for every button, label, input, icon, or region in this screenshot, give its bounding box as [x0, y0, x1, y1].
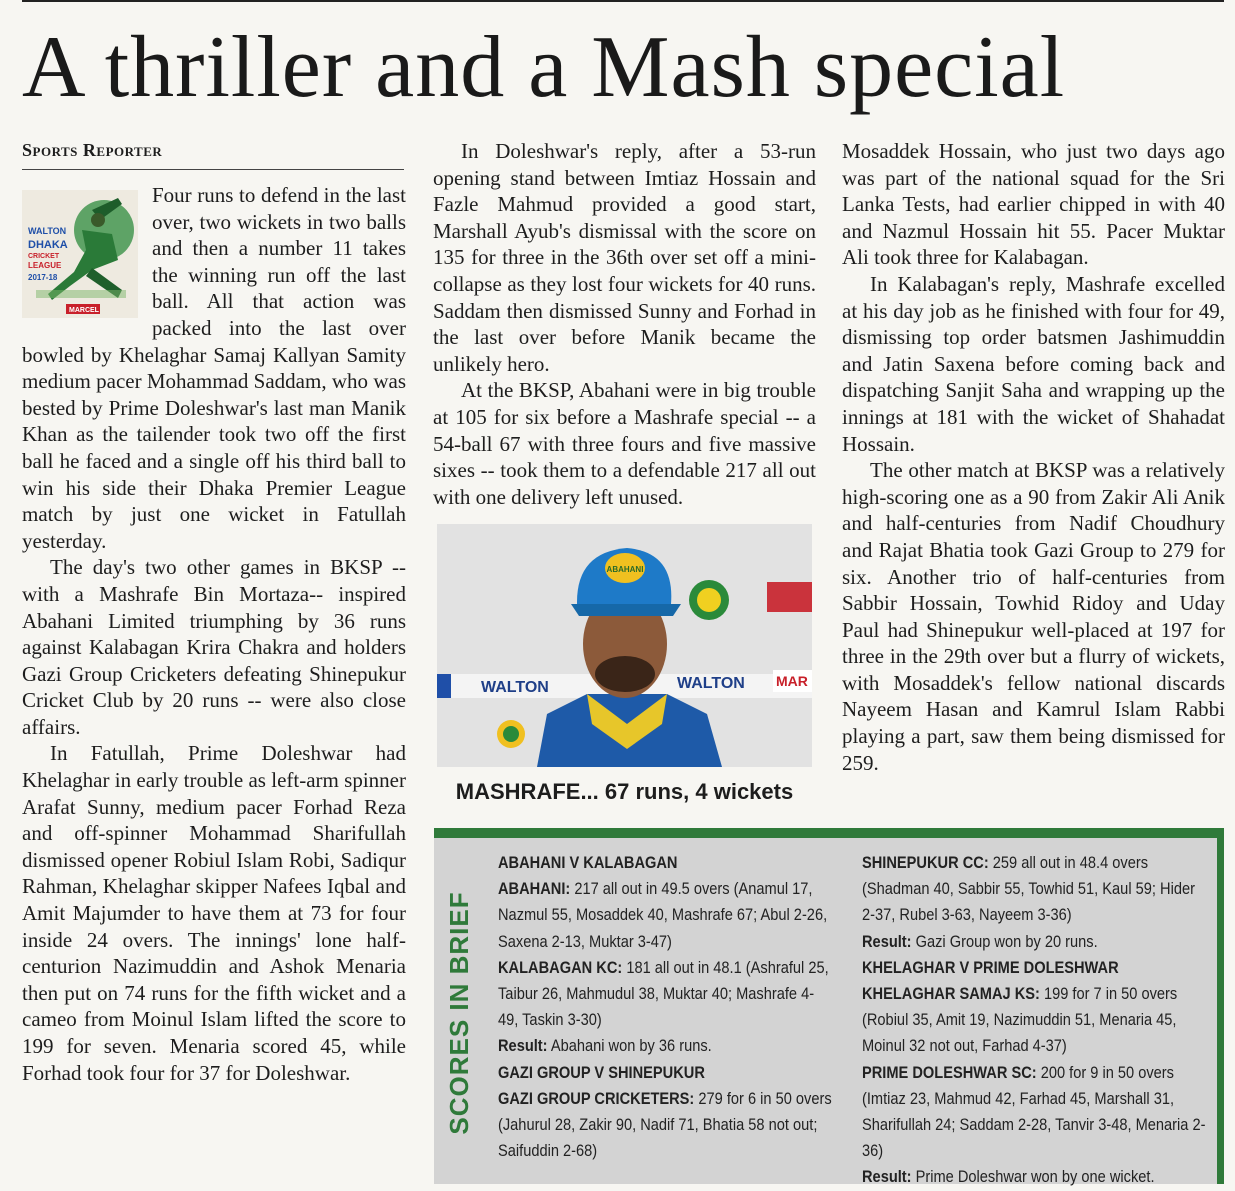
byline-rule: [22, 169, 404, 170]
score-kalabagan: KALABAGAN KC: 181 all out in 48.1 (Ashraful 25, Taibur 26, Mahmudul 38, Muktar 40; Mashrafe 4-49, Taskin 3-30): [498, 957, 829, 1030]
match-title-gazi-shinepukur: GAZI GROUP V SHINEPUKUR: [498, 1062, 705, 1082]
batsman-logo-graphic: [22, 190, 138, 318]
scores-column-left: [498, 850, 833, 1164]
match-title-abahani-kalabagan: ABAHANI V KALABAGAN: [498, 853, 678, 872]
match-title-khelaghar-doleshwar: KHELAGHAR V PRIME DOLESHWAR: [862, 957, 1119, 977]
score-shinepukur: SHINEPUKUR CC: 259 all out in 48.4 overs (Shadman 40, Sabbir 55, Towhid 51, Kaul 59; Hider 2-37, Rubel 3-63, Nayeem 3-36): [862, 853, 1195, 925]
score-gazi: GAZI GROUP CRICKETERS: 279 for 6 in 50 overs (Jahurul 28, Zakir 90, Nadif 71, Bhatia 58 not out; Saifuddin 2-68): [498, 1088, 832, 1161]
mashrafe-photo: [437, 524, 812, 767]
svg-text:WALTON: WALTON: [28, 226, 67, 236]
svg-text:ABAHANI: ABAHANI: [606, 565, 644, 574]
byline: Sports Reporter: [22, 140, 163, 160]
svg-text:WALTON: WALTON: [677, 675, 745, 692]
col3-paragraph-3: The other match at BKSP was a relatively high-scoring one as a 90 from Zakir Ali Anik and half-centuries from Nadif Choudhury and Rajat Bhatia took Gazi Group to 279 for six. Another trio of half-centuries from Sabbir Hossain, Towhid Ridoy and Uday Paul had Shinepukur well-placed at 197 for three in the 29th over but a flurry of wickets, with Mosaddek's fellow national discards Nayeem Hasan and Kamrul Islam Rabbi playing a part, saw them being dismissed for 259.: [842, 458, 1225, 775]
scores-in-brief-box: [434, 828, 1224, 1187]
col2-paragraph-1: In Doleshwar's reply, after a 53-run opening stand between Imtiaz Hossain and Fazle Mahmud provided a good start, Marshall Ayub's dismissal with the score on 135 for three in the 36th over set off a mini-collapse as they lost four wickets for 40 runs. Saddam then dismissed Sunny and Forhad in the last over before Manik became the unlikely hero.: [433, 139, 816, 376]
dhaka-league-logo: [22, 190, 138, 318]
col1-paragraph-2: The day's two other games in BKSP -- with a Mashrafe Bin Mortaza-- inspired Abahani Limited triumphing by 36 runs against Kalabagan Krira Chakra and holders Gazi Group Cricketers defeating Shinepukur Cricket Club by 20 runs -- were also close affairs.: [22, 555, 406, 739]
article-column-3: [842, 138, 1225, 808]
score-khelaghar: KHELAGHAR SAMAJ KS: 199 for 7 in 50 overs (Robiul 35, Amit 19, Nazimuddin 51, Menaria 45, Moinul 32 not out, Farhad 4-37): [862, 984, 1178, 1056]
col3-paragraph-1: Mosaddek Hossain, who just two days ago was part of the national squad for the Sri Lanka Tests, had earlier chipped in with 40 and Nazmul Hossain hit 55. Pacer Muktar Ali took three for Kalabagan.: [842, 139, 1225, 270]
svg-text:MARCEL: MARCEL: [69, 307, 99, 314]
svg-text:LEAGUE: LEAGUE: [28, 261, 62, 270]
article-column-1: [22, 182, 406, 1182]
scores-box-top-bar: [434, 828, 1224, 838]
article-column-2: [433, 138, 816, 518]
svg-text:MAR: MAR: [776, 673, 808, 689]
col3-paragraph-2: In Kalabagan's reply, Mashrafe excelled at his day job as he finished with four for 49, dismissing top order batsmen Jashimuddin and Jatin Saxena before coming back and dispatching Sanjit Saha and wrapping up the innings at 181 with the wicket of Shahadat Hossain.: [842, 271, 1225, 456]
col1-paragraph-3: In Fatullah, Prime Doleshwar had Khelaghar in early trouble as left-arm spinner Arafat Sunny, medium pacer Forhad Reza and off-spinner Mohammad Sharifullah dismissed opener Robiul Islam Robi, Sadiqur Rahman, Khelaghar skipper Nafees Iqbal and Amit Majumder to have them at 73 for four inside 24 overs. The innings' lone half-centurion Nazimuddin and Ashok Menaria then put on 74 runs for the fifth wicket and a cameo from Moinul Islam lifted the score to 199 for seven. Menaria scored 45, while Forhad took four for 37 for Doleshwar.: [22, 741, 406, 1085]
score-doleshwar: PRIME DOLESHWAR SC: 200 for 9 in 50 overs (Imtiaz 23, Mahmud 42, Farhad 45, Marshall 31, Sharifullah 24; Saddam 2-28, Tanvir 3-48, Menaria 2-36): [862, 1062, 1206, 1161]
photo-caption: MASHRAFE... 67 runs, 4 wickets: [455, 779, 794, 804]
scores-tab: [434, 838, 484, 1184]
svg-text:DHAKA: DHAKA: [28, 239, 68, 251]
score-abahani: ABAHANI: 217 all out in 49.5 overs (Anamul 17, Nazmul 55, Mosaddek 40, Mashrafe 67; Abul 2-26, Saxena 2-13, Muktar 3-47): [498, 879, 828, 951]
result-gazi-shinepukur: Result: Gazi Group won by 20 runs.: [862, 931, 1098, 951]
result-khelaghar-doleshwar: Result: Prime Doleshwar won by one wicket.: [862, 1167, 1155, 1187]
svg-text:2017-18: 2017-18: [28, 273, 58, 282]
scores-column-right: [862, 850, 1208, 1191]
top-rule: [22, 0, 1224, 2]
result-abahani-kalabagan: Result: Abahani won by 36 runs.: [498, 1036, 712, 1056]
col1-paragraph-1: Four runs to defend in the last over, two wickets in two balls and then a number 11 takes the winning run off the last ball. All that action was packed into the last over bowled by Khelaghar Samaj Kallyan Samity medium pacer Mohammad Saddam, who was bested by Prime Doleshwar's last man Manik Khan as the tailender took two off the first ball he faced and a single off his third ball to win his side their Dhaka Premier League match by just one wicket in Fatullah yesterday.: [22, 183, 406, 553]
player-portrait-graphic: [437, 524, 812, 767]
svg-text:CRICKET: CRICKET: [28, 253, 60, 260]
svg-text:WALTON: WALTON: [481, 679, 549, 696]
scores-tab-label: SCORES IN BRIEF: [444, 891, 474, 1135]
article-headline: A thriller and a Mash special: [22, 19, 1066, 116]
scores-box-right-bar: [1217, 828, 1224, 1184]
col2-paragraph-2: At the BKSP, Abahani were in big trouble at 105 for six before a Mashrafe special -- a 54-ball 67 with three fours and five massive sixes -- took them to a defendable 217 all out with one delivery left unused.: [433, 378, 816, 509]
